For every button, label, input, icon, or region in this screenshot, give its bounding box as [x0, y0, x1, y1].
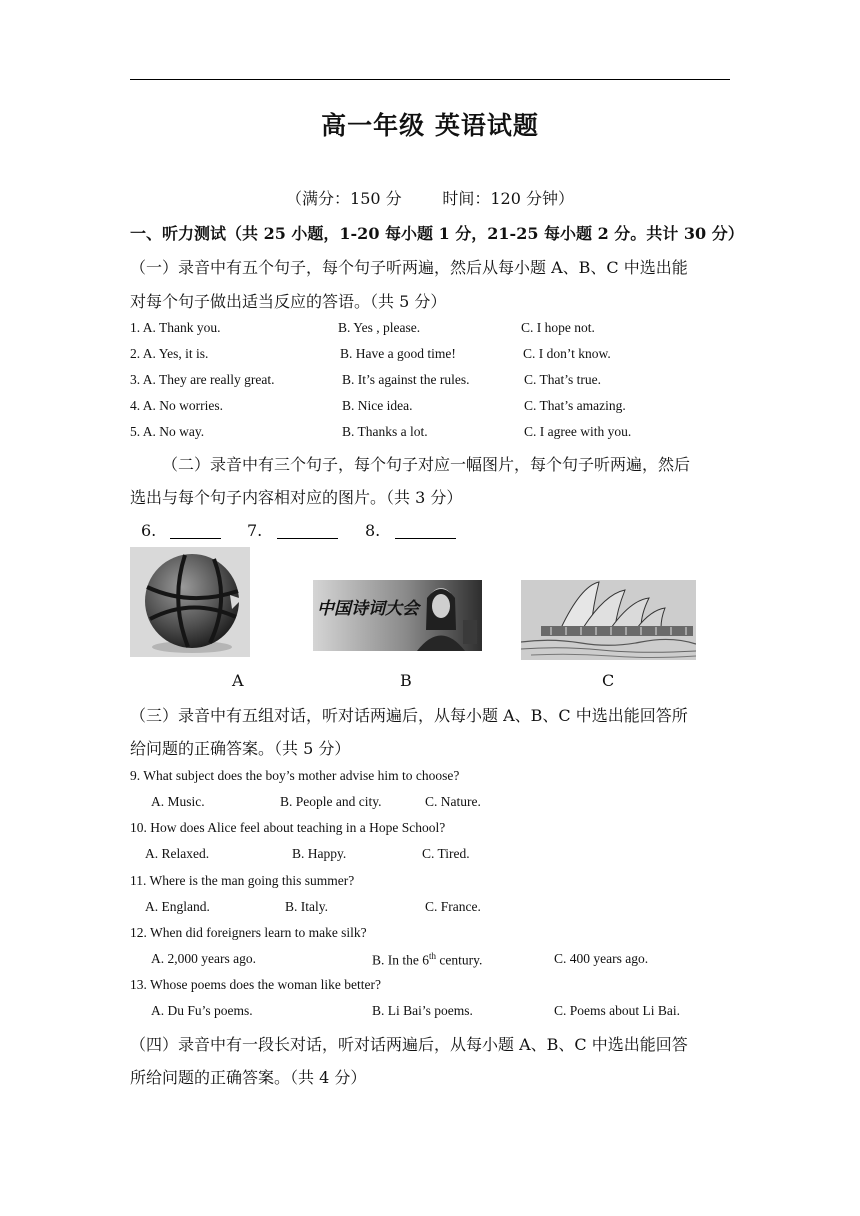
option-b: B. In the 6th century.: [372, 951, 483, 968]
option-b: B. Nice idea.: [342, 398, 413, 413]
option-a: 4. A. No worries.: [130, 398, 223, 413]
blank-label-7: 7.: [247, 521, 263, 540]
question-text: 13. Whose poems does the woman like better?: [130, 977, 381, 992]
sec2-instruction-line2: 选出与每个句子内容相对应的图片。（共 3 分）: [130, 488, 463, 507]
option-c: C. That’s amazing.: [524, 398, 626, 413]
picture-c: [521, 580, 696, 660]
exam-info: （满分：150 分 时间：120 分钟）: [286, 189, 574, 208]
page-title: 高一年级 英语试题: [321, 111, 539, 140]
sec2-instruction-line1: （二）录音中有三个句子，每个句子对应一幅图片，每个句子听两遍，然后: [162, 455, 691, 474]
option-b: B. Happy.: [292, 846, 347, 861]
part1-heading: 一、听力测试（共 25 小题，1-20 每小题 1 分，21-25 每小题 2 分。共计 30 分）: [130, 224, 744, 243]
option-c: C. Tired.: [422, 846, 470, 861]
option-a: A. England.: [145, 899, 210, 914]
basketball-icon: [130, 547, 250, 657]
option-b: B. Have a good time!: [340, 346, 456, 361]
sydney-opera-house-icon: [521, 580, 696, 660]
option-c: C. France.: [425, 899, 481, 914]
option-b: B. Yes , please.: [338, 320, 421, 335]
option-a: 3. A. They are really great.: [130, 372, 275, 387]
option-a: 2. A. Yes, it is.: [130, 346, 209, 361]
option-c: C. 400 years ago.: [554, 951, 649, 966]
option-c: C. Poems about Li Bai.: [554, 1003, 680, 1018]
answer-blank-8[interactable]: [395, 524, 456, 539]
option-c: C. I agree with you.: [524, 424, 632, 439]
question-text: 9. What subject does the boy’s mother advise him to choose?: [130, 768, 460, 783]
question-text: 10. How does Alice feel about teaching in a Hope School?: [130, 820, 446, 835]
answer-blank-7[interactable]: [277, 524, 338, 539]
option-a: A. Music.: [151, 794, 205, 809]
option-a: 5. A. No way.: [130, 424, 205, 439]
option-a: A. Relaxed.: [145, 846, 210, 861]
option-b: B. Italy.: [285, 899, 328, 914]
option-c: C. Nature.: [425, 794, 481, 809]
sec3-instruction-line1: （三）录音中有五组对话，听对话两遍后，从每小题 A、B、C 中选出能回答所: [130, 706, 688, 725]
sec3-instruction-line2: 给问题的正确答案。（共 5 分）: [130, 739, 351, 758]
option-b: B. Li Bai’s poems.: [372, 1003, 473, 1018]
option-c: C. I hope not.: [521, 320, 595, 335]
question-text: 11. Where is the man going this summer?: [130, 873, 355, 888]
picture-a: [130, 547, 250, 657]
picture-label-c: C: [602, 671, 615, 690]
answer-blank-6[interactable]: [170, 524, 221, 539]
svg-text:中国诗词大会: 中国诗词大会: [317, 599, 419, 619]
question-text: 12. When did foreigners learn to make silk?: [130, 925, 367, 940]
option-c: C. I don’t know.: [523, 346, 611, 361]
picture-label-a: A: [232, 671, 244, 690]
picture-label-b: B: [400, 671, 412, 690]
option-a: 1. A. Thank you.: [130, 320, 221, 335]
sec4-instruction-line2: 所给问题的正确答案。（共 4 分）: [130, 1068, 367, 1087]
blank-label-8: 8.: [365, 521, 381, 540]
sec1-instruction-line2: 对每个句子做出适当反应的答语。（共 5 分）: [130, 292, 447, 311]
blank-label-6: 6.: [141, 521, 157, 540]
poetry-show-banner-icon: [313, 580, 482, 651]
sec1-instruction-line1: （一）录音中有五个句子，每个句子听两遍，然后从每小题 A、B、C 中选出能: [130, 258, 688, 277]
picture-b: [313, 580, 482, 651]
sec4-instruction-line1: （四）录音中有一段长对话，听对话两遍后，从每小题 A、B、C 中选出能回答: [130, 1035, 688, 1054]
option-b: B. People and city.: [280, 794, 382, 809]
option-b: B. It’s against the rules.: [342, 372, 470, 387]
option-a: A. Du Fu’s poems.: [151, 1003, 253, 1018]
option-c: C. That’s true.: [524, 372, 601, 387]
header-rule: [130, 79, 730, 80]
option-b: B. Thanks a lot.: [342, 424, 428, 439]
option-a: A. 2,000 years ago.: [151, 951, 256, 966]
